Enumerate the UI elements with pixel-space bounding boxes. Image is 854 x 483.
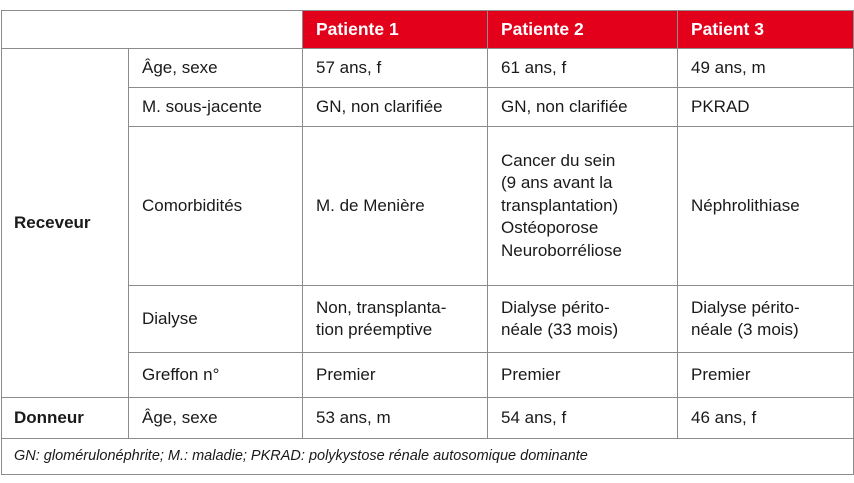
cell-p3 — [678, 286, 854, 353]
cell-p3: 49 ans, m — [678, 49, 854, 88]
cell-p3: Néphrolithiase — [678, 127, 854, 286]
cell-line: Ostéoporose — [501, 218, 599, 238]
cell-p2: Premier — [488, 353, 678, 398]
table-row — [2, 127, 854, 286]
header-row — [2, 11, 854, 49]
row-label: Greffon n° — [129, 353, 303, 398]
footnote: GN: glomérulonéphrite; M.: maladie; PKRAD: polykystose rénale autosomique dominante — [2, 439, 854, 475]
patient-table — [1, 10, 854, 475]
row-label: Âge, sexe — [129, 398, 303, 439]
cell-line: transplantation) — [501, 195, 619, 215]
cell-p1: M. de Menière — [303, 127, 488, 286]
table-row — [2, 49, 854, 88]
cell-p1: 53 ans, m — [303, 398, 488, 439]
cell-line: Neuroborréliose — [501, 240, 622, 260]
cell-p1: GN, non clarifiée — [303, 88, 488, 127]
cell-p2: GN, non clarifiée — [488, 88, 678, 127]
header-patiente-2: Patiente 2 — [488, 11, 678, 49]
cell-line: Cancer du sein — [501, 150, 616, 170]
header-empty-cell — [2, 11, 303, 49]
cell-p2 — [488, 286, 678, 353]
cell-p2 — [488, 127, 678, 286]
table-wrapper — [1, 10, 854, 475]
cell-line: Dialyse périto- — [691, 297, 800, 317]
cell-line: néale (33 mois) — [501, 320, 619, 339]
footnote-row — [2, 439, 854, 475]
table-row — [2, 286, 854, 353]
row-label: M. sous-jacente — [129, 88, 303, 127]
cell-p1: 57 ans, f — [303, 49, 488, 88]
cell-p3: Premier — [678, 353, 854, 398]
cell-p2: 61 ans, f — [488, 49, 678, 88]
group-donneur: Donneur — [2, 398, 129, 439]
cell-line: néale (3 mois) — [691, 320, 799, 339]
cell-p2: 54 ans, f — [488, 398, 678, 439]
cell-p3: PKRAD — [678, 88, 854, 127]
cell-p1 — [303, 286, 488, 353]
row-label: Dialyse — [129, 286, 303, 353]
table-row — [2, 398, 854, 439]
group-receveur: Receveur — [2, 49, 129, 398]
cell-line: Dialyse périto- — [501, 297, 610, 317]
cell-line: Non, transplanta- — [316, 297, 447, 317]
cell-p3: 46 ans, f — [678, 398, 854, 439]
row-label: Comorbidités — [129, 127, 303, 286]
cell-line: (9 ans avant la — [501, 173, 613, 193]
table-row — [2, 88, 854, 127]
header-patiente-1: Patiente 1 — [303, 11, 488, 49]
table-row — [2, 353, 854, 398]
row-label: Âge, sexe — [129, 49, 303, 88]
header-patient-3: Patient 3 — [678, 11, 854, 49]
cell-p1: Premier — [303, 353, 488, 398]
cell-line: tion préemptive — [316, 320, 433, 339]
